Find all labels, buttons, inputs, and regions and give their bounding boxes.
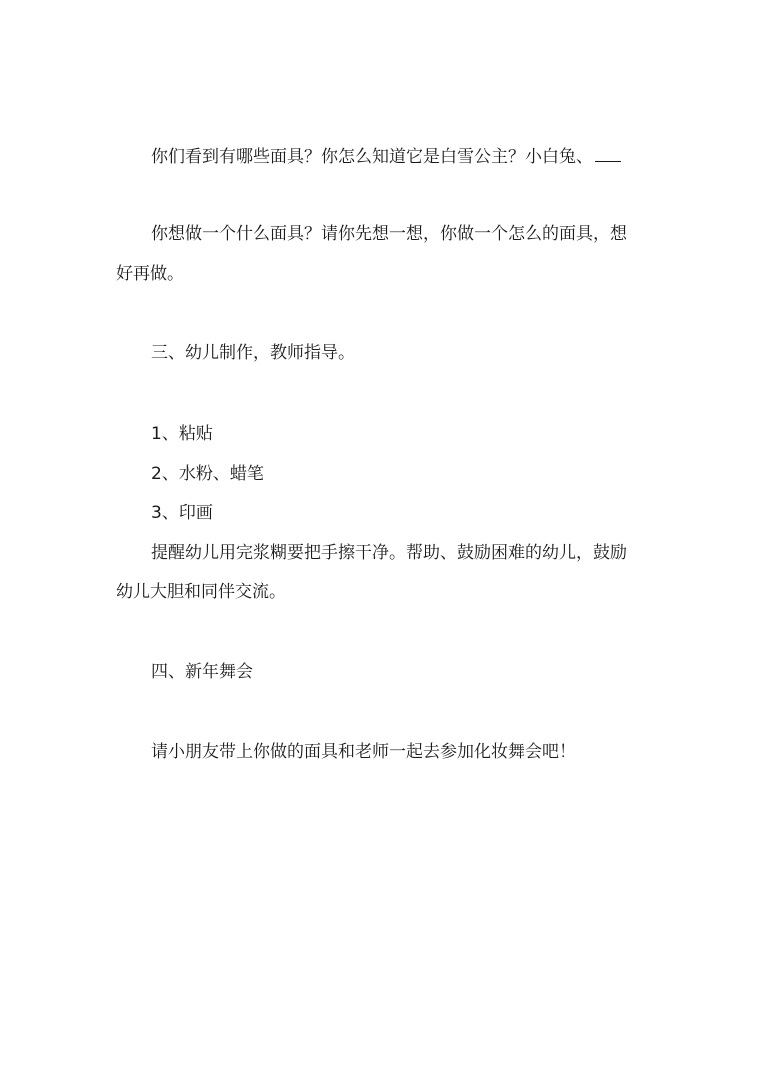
list-item-3: 3、印画 — [151, 503, 213, 523]
paragraph-make-mask-line2: 好再做。 — [116, 264, 184, 284]
paragraph-text: 你们看到有哪些面具？你怎么知道它是白雪公主？小白兔、 — [151, 147, 593, 167]
section-heading-3: 三、幼儿制作，教师指导。 — [151, 343, 355, 363]
paragraph-reminder-line2: 幼儿大胆和同伴交流。 — [116, 582, 286, 602]
paragraph-make-mask-line1: 你想做一个什么面具？请你先想一想，你做一个怎么的面具，想 — [151, 224, 627, 244]
section-heading-4: 四、新年舞会 — [151, 662, 253, 682]
list-item-2: 2、水粉、蜡笔 — [151, 464, 264, 484]
list-item-1: 1、粘贴 — [151, 424, 213, 444]
paragraph-dance-invite: 请小朋友带上你做的面具和老师一起去参加化妆舞会吧！ — [151, 742, 576, 762]
paragraph-reminder-line1: 提醒幼儿用完浆糊要把手擦干净。帮助、鼓励困难的幼儿，鼓励 — [151, 543, 627, 563]
fill-in-blank — [595, 147, 621, 162]
paragraph-masks-question — [151, 147, 691, 167]
